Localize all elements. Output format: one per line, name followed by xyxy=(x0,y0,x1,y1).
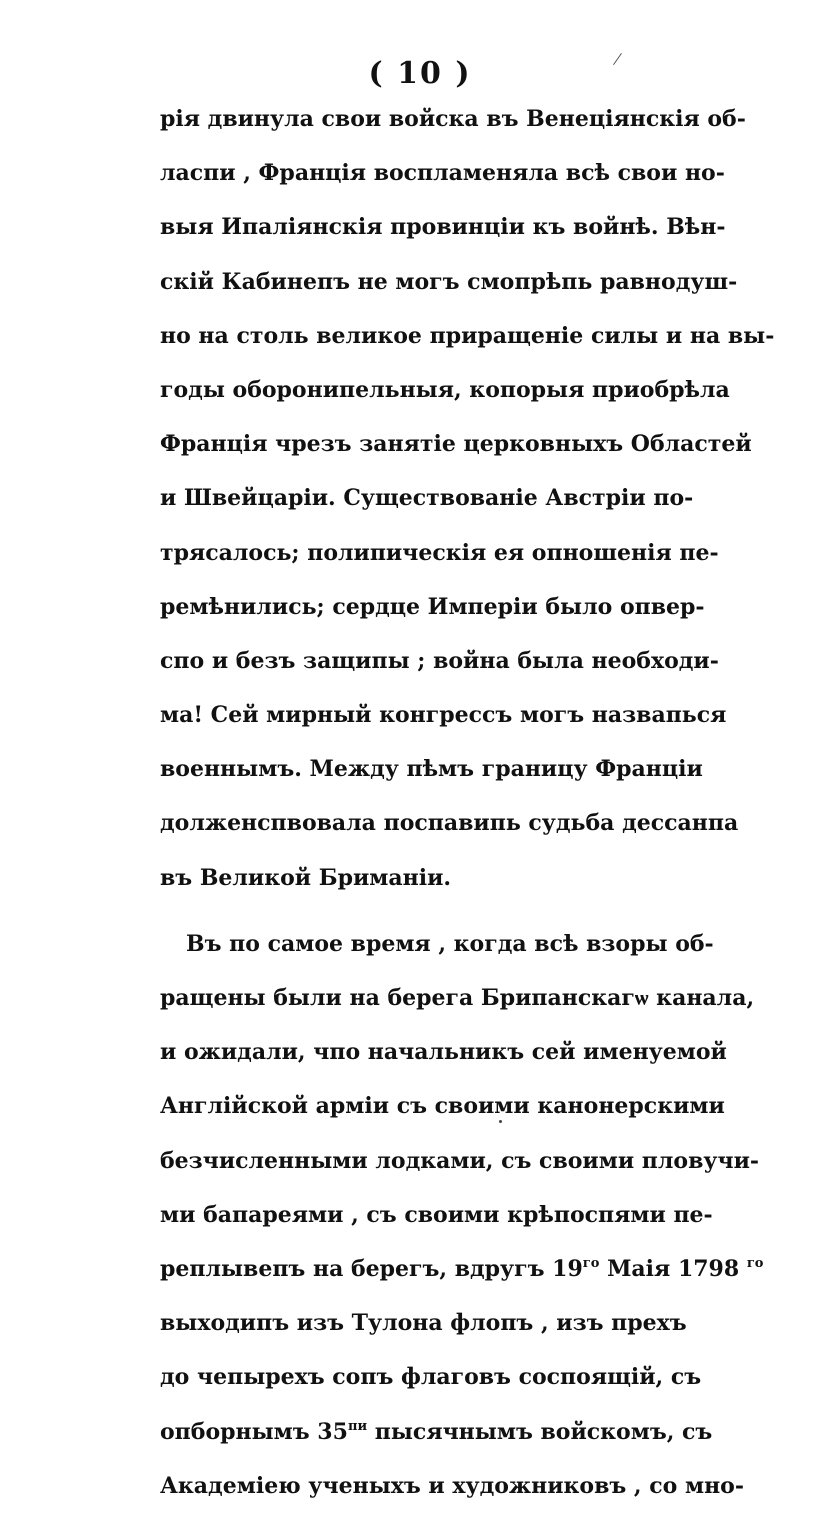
ink-dot xyxy=(499,1120,502,1123)
line-text: пысячнымъ войскомъ, съ xyxy=(367,1418,713,1445)
line-text: Маія 1798 xyxy=(599,1255,747,1282)
text-line: Академіею ученыхъ и художниковъ , со мно- xyxy=(160,1472,744,1499)
text-line: скій Кабинепъ не могъ смопрѣпь равнодуш- xyxy=(160,268,738,295)
text-line xyxy=(160,1405,713,1459)
text-line: ремѣнились; сердце Имперіи было опвер- xyxy=(160,593,705,620)
text-line: до чепырехъ сопъ флаговъ соспоящій, съ xyxy=(160,1364,702,1391)
paragraph-1 xyxy=(160,92,775,905)
text-line: рія двинула свои войска въ Венеціянскія об- xyxy=(160,106,746,132)
text-line: Англійской арміи съ своими канонерскими xyxy=(160,1093,725,1120)
text-line: выя Ипаліянскія провинціи къ войнѣ. Вѣн- xyxy=(160,214,726,241)
text-line: трясалось; полипическія ея опношенія пе- xyxy=(160,539,719,566)
text-line: и Швейцаріи. Существованіе Австріи по- xyxy=(160,485,694,512)
text-line: Въ по самое время , когда всѣ взоры об- xyxy=(186,930,714,957)
superscript: го xyxy=(582,1255,600,1271)
text-line: выходипъ изъ Тулона флопъ , изъ прехъ xyxy=(160,1310,687,1337)
text-line: ласпи , Франція воспламеняла всѣ свои но- xyxy=(160,160,725,187)
paragraph-gap xyxy=(160,905,680,917)
text-line: ращены были на берега Брипанскагѡ канала, xyxy=(160,985,755,1011)
text-line: спо и безъ защипы ; война была необходи- xyxy=(160,647,719,674)
text-line: безчисленными лодками, съ своими пловучи- xyxy=(160,1147,760,1174)
text-line: но на столь великое приращеніе силы и на вы- xyxy=(160,322,775,349)
paragraph-2 xyxy=(160,917,764,1513)
text-line: и ожидали, чпо начальникъ сей именуемой xyxy=(160,1039,727,1066)
text-line: въ Великой Бриманіи. xyxy=(160,864,452,891)
body-text xyxy=(160,92,775,1513)
superscript: пи xyxy=(347,1418,368,1434)
superscript: го xyxy=(746,1255,764,1271)
text-line xyxy=(160,1242,764,1296)
line-text: опборнымъ 35 xyxy=(160,1418,348,1445)
text-line: ми бапареями , съ своими крѣпоспями пе- xyxy=(160,1201,713,1228)
line-text: реплывепъ на берегъ, вдругъ 19 xyxy=(160,1255,583,1282)
text-line: годы оборонипельныя, копорыя приобрѣла xyxy=(160,376,730,403)
text-line: долженспвовала поспавипь судьба дессанпа xyxy=(160,810,739,837)
text-line: Франція чрезъ занятіе церковныхъ Областей xyxy=(160,431,752,458)
text-line: ма! Сей мирный конгрессъ могъ назвапься xyxy=(160,702,727,729)
text-line: военнымъ. Между пѣмъ границу Франціи xyxy=(160,756,703,783)
page-number: ( 10 ) xyxy=(368,56,472,91)
